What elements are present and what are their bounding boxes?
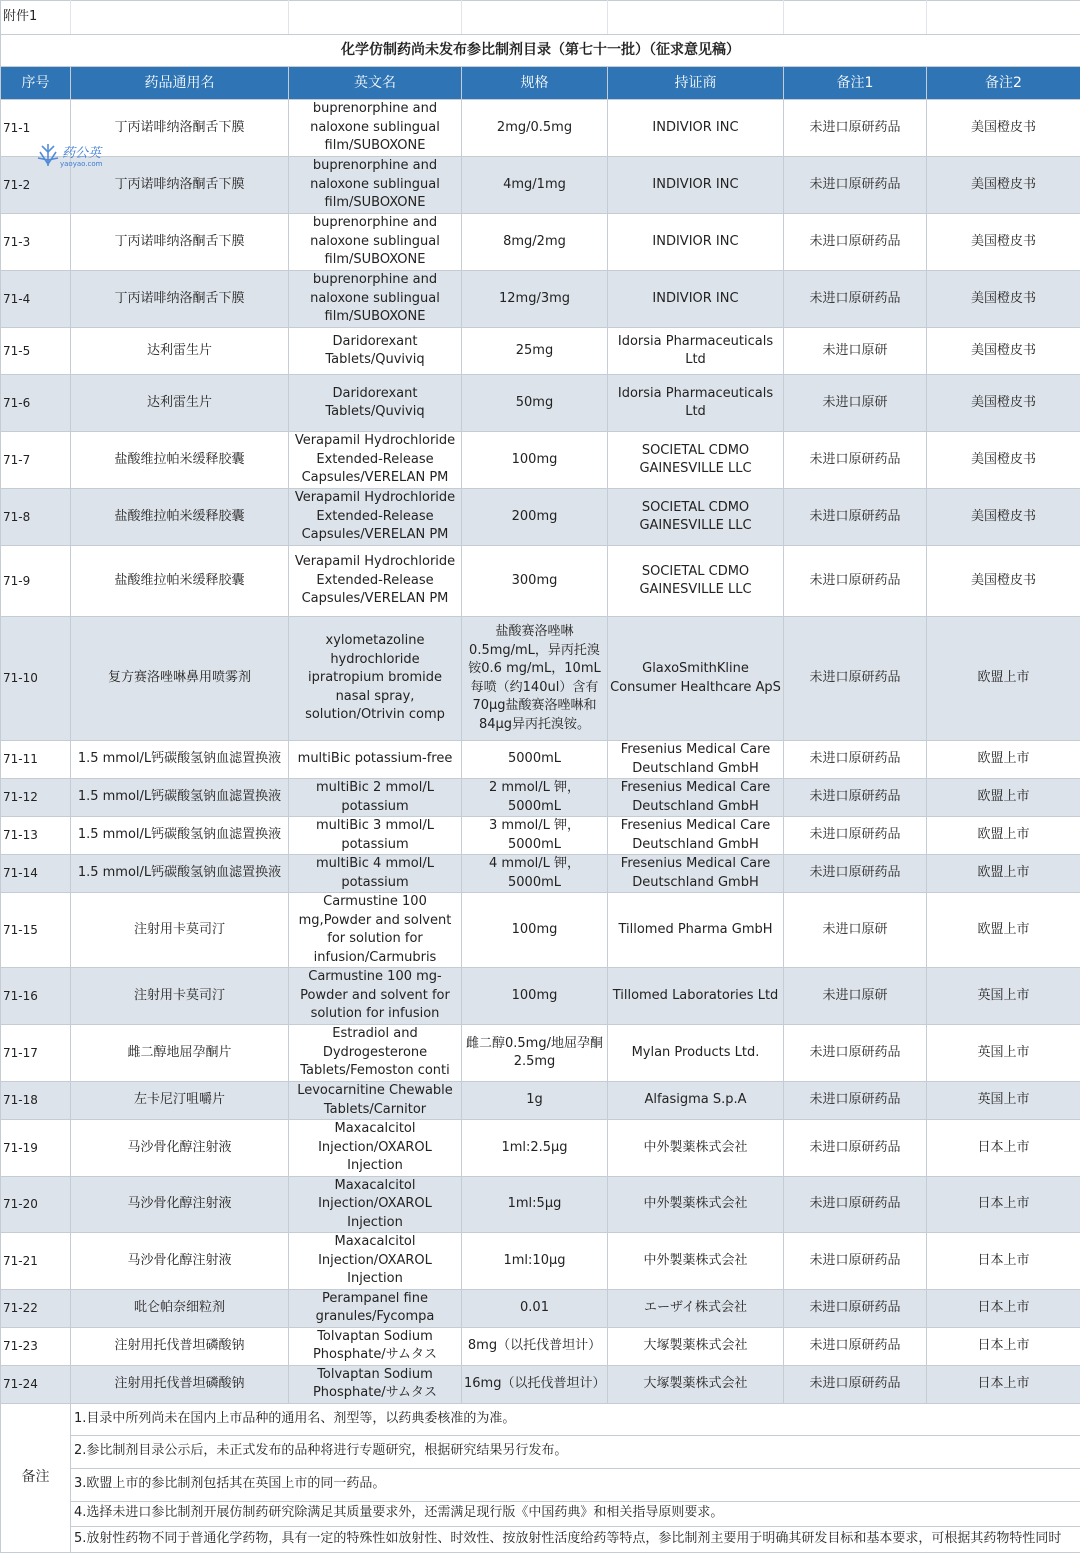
table-row (1, 100, 1080, 157)
row-generic-name: 丁丙诺啡纳洛酮舌下膜 (71, 157, 289, 214)
row-note1: 未进口原研 (784, 375, 927, 432)
row-no: 71-10 (1, 617, 71, 741)
row-generic-name: 丁丙诺啡纳洛酮舌下膜 (71, 100, 289, 157)
row-holder: INDIVIOR INC (608, 100, 784, 157)
row-generic-name: 马沙骨化醇注射液 (71, 1233, 289, 1290)
row-english-name: Daridorexant Tablets/Quviviq (289, 328, 462, 375)
row-spec: 1ml:10μg (462, 1233, 608, 1290)
row-note2: 美国橙皮书 (927, 489, 1080, 546)
row-note1: 未进口原研药品 (784, 271, 927, 328)
table-row (1, 214, 1080, 271)
row-note2: 美国橙皮书 (927, 375, 1080, 432)
row-english-name: buprenorphine and naloxone sublingual film/SUBOXONE (289, 271, 462, 328)
row-note1: 未进口原研药品 (784, 1327, 927, 1365)
header-row (1, 67, 1080, 100)
row-spec: 1ml:2.5μg (462, 1120, 608, 1177)
row-holder: SOCIETAL CDMO GAINESVILLE LLC (608, 489, 784, 546)
row-generic-name: 注射用卡莫司汀 (71, 893, 289, 968)
header-generic-name: 药品通用名 (71, 67, 289, 100)
row-spec: 50mg (462, 375, 608, 432)
row-no: 71-14 (1, 855, 71, 893)
row-english-name: multiBic potassium-free (289, 741, 462, 779)
row-spec: 300mg (462, 546, 608, 617)
watermark-site: yaoyao.com (60, 160, 102, 168)
row-no: 71-17 (1, 1025, 71, 1082)
row-spec: 100mg (462, 968, 608, 1025)
row-note2: 英国上市 (927, 1082, 1080, 1120)
row-no: 71-16 (1, 968, 71, 1025)
note-item: 2.参比制剂目录公示后，未正式发布的品种将进行专题研究，根据研究结果另行发布。 (71, 1435, 1080, 1468)
row-english-name: Maxacalcitol Injection/OXAROL Injection (289, 1176, 462, 1233)
row-note1: 未进口原研药品 (784, 817, 927, 855)
row-note2: 美国橙皮书 (927, 432, 1080, 489)
row-spec: 200mg (462, 489, 608, 546)
row-english-name: buprenorphine and naloxone sublingual film/SUBOXONE (289, 214, 462, 271)
table-row (1, 1025, 1080, 1082)
row-generic-name: 吡仑帕奈细粒剂 (71, 1289, 289, 1327)
row-no: 71-15 (1, 893, 71, 968)
row-note1: 未进口原研药品 (784, 617, 927, 741)
title-row (1, 35, 1080, 67)
row-note2: 欧盟上市 (927, 855, 1080, 893)
row-note2: 英国上市 (927, 968, 1080, 1025)
row-holder: Mylan Products Ltd. (608, 1025, 784, 1082)
row-note1: 未进口原研药品 (784, 100, 927, 157)
row-no: 71-7 (1, 432, 71, 489)
header-holder: 持证商 (608, 67, 784, 100)
row-generic-name: 注射用托伐普坦磷酸钠 (71, 1327, 289, 1365)
header-no: 序号 (1, 67, 71, 100)
row-generic-name: 盐酸维拉帕米缓释胶囊 (71, 432, 289, 489)
row-spec: 0.01 (462, 1289, 608, 1327)
row-no: 71-18 (1, 1082, 71, 1120)
row-generic-name: 1.5 mmol/L钙碳酸氢钠血滤置换液 (71, 817, 289, 855)
row-note2: 英国上市 (927, 1025, 1080, 1082)
table-row (1, 617, 1080, 741)
row-generic-name: 1.5 mmol/L钙碳酸氢钠血滤置换液 (71, 779, 289, 817)
row-note1: 未进口原研 (784, 968, 927, 1025)
row-note1: 未进口原研 (784, 328, 927, 375)
row-holder: Fresenius Medical Care Deutschland GmbH (608, 855, 784, 893)
row-note1: 未进口原研 (784, 893, 927, 968)
header-english-name: 英文名 (289, 67, 462, 100)
row-holder: Fresenius Medical Care Deutschland GmbH (608, 817, 784, 855)
row-generic-name: 1.5 mmol/L钙碳酸氢钠血滤置换液 (71, 741, 289, 779)
table-row (1, 375, 1080, 432)
header-spec: 规格 (462, 67, 608, 100)
row-note1: 未进口原研药品 (784, 157, 927, 214)
row-english-name: Tolvaptan Sodium Phosphate/サムタス (289, 1365, 462, 1403)
row-note1: 未进口原研药品 (784, 1176, 927, 1233)
row-english-name: multiBic 4 mmol/L potassium (289, 855, 462, 893)
notes-row (1, 1403, 1080, 1435)
row-spec: 1ml:5μg (462, 1176, 608, 1233)
row-generic-name: 注射用卡莫司汀 (71, 968, 289, 1025)
row-generic-name: 达利雷生片 (71, 375, 289, 432)
row-spec: 25mg (462, 328, 608, 375)
row-no: 71-6 (1, 375, 71, 432)
table-row (1, 1327, 1080, 1365)
row-spec: 5000mL (462, 741, 608, 779)
row-english-name: multiBic 3 mmol/L potassium (289, 817, 462, 855)
table-row (1, 271, 1080, 328)
table-row (1, 1120, 1080, 1177)
row-generic-name: 马沙骨化醇注射液 (71, 1120, 289, 1177)
row-holder: Idorsia Pharmaceuticals Ltd (608, 328, 784, 375)
row-english-name: Daridorexant Tablets/Quviviq (289, 375, 462, 432)
note-item: 1.目录中所列尚未在国内上市品种的通用名、剂型等，以药典委核准的为准。 (71, 1403, 1080, 1435)
table-row (1, 1176, 1080, 1233)
row-spec: 2 mmol/L 钾，5000mL (462, 779, 608, 817)
row-note1: 未进口原研药品 (784, 1025, 927, 1082)
row-no: 71-11 (1, 741, 71, 779)
row-note2: 日本上市 (927, 1120, 1080, 1177)
table-row (1, 741, 1080, 779)
row-no: 71-8 (1, 489, 71, 546)
row-note1: 未进口原研药品 (784, 1233, 927, 1290)
row-holder: エーザイ株式会社 (608, 1289, 784, 1327)
table-row (1, 1289, 1080, 1327)
row-note1: 未进口原研药品 (784, 1082, 927, 1120)
row-note1: 未进口原研药品 (784, 489, 927, 546)
row-generic-name: 1.5 mmol/L钙碳酸氢钠血滤置换液 (71, 855, 289, 893)
row-spec: 100mg (462, 893, 608, 968)
row-note1: 未进口原研药品 (784, 1365, 927, 1403)
table-row (1, 855, 1080, 893)
row-no: 71-23 (1, 1327, 71, 1365)
row-spec: 盐酸赛洛唑啉0.5mg/mL，异丙托溴铵0.6 mg/mL，10mL每喷（约140ul）含有70μg盐酸赛洛唑啉和84μg异丙托溴铵。 (462, 617, 608, 741)
row-spec: 1g (462, 1082, 608, 1120)
row-english-name: Carmustine 100 mg,Powder and solvent for solution for infusion/Carmubris (289, 893, 462, 968)
row-holder: 中外製薬株式会社 (608, 1120, 784, 1177)
row-no: 71-5 (1, 328, 71, 375)
row-note2: 欧盟上市 (927, 817, 1080, 855)
row-note2: 美国橙皮书 (927, 100, 1080, 157)
table-row (1, 1365, 1080, 1403)
row-holder: Fresenius Medical Care Deutschland GmbH (608, 741, 784, 779)
row-no: 71-20 (1, 1176, 71, 1233)
row-note1: 未进口原研药品 (784, 546, 927, 617)
note-item: 5.放射性药物不同于普通化学药物，具有一定的特殊性如放射性、时效性、按放射性活度给药等特点，参比制剂主要用于明确其研发目标和基本要求，可根据其药物特性同时 (71, 1526, 1080, 1552)
header-note2: 备注2 (927, 67, 1080, 100)
row-generic-name: 注射用托伐普坦磷酸钠 (71, 1365, 289, 1403)
row-english-name: Verapamil Hydrochloride Extended-Release Capsules/VERELAN PM (289, 546, 462, 617)
row-english-name: Maxacalcitol Injection/OXAROL Injection (289, 1233, 462, 1290)
row-spec: 100mg (462, 432, 608, 489)
row-holder: INDIVIOR INC (608, 157, 784, 214)
row-note2: 欧盟上市 (927, 893, 1080, 968)
row-english-name: Verapamil Hydrochloride Extended-Release Capsules/VERELAN PM (289, 489, 462, 546)
row-english-name: Maxacalcitol Injection/OXAROL Injection (289, 1120, 462, 1177)
row-holder: INDIVIOR INC (608, 271, 784, 328)
row-english-name: Tolvaptan Sodium Phosphate/サムタス (289, 1327, 462, 1365)
row-english-name: Estradiol and Dydrogesterone Tablets/Femoston conti (289, 1025, 462, 1082)
row-no: 71-4 (1, 271, 71, 328)
table-row (1, 432, 1080, 489)
notes-label: 备注 (1, 1403, 71, 1552)
watermark-name: 药公英 (62, 142, 101, 161)
header-note1: 备注1 (784, 67, 927, 100)
table-row (1, 779, 1080, 817)
row-generic-name: 马沙骨化醇注射液 (71, 1176, 289, 1233)
row-note2: 欧盟上市 (927, 741, 1080, 779)
row-holder: Tillomed Pharma GmbH (608, 893, 784, 968)
row-note2: 美国橙皮书 (927, 271, 1080, 328)
row-spec: 12mg/3mg (462, 271, 608, 328)
row-no: 71-22 (1, 1289, 71, 1327)
row-note1: 未进口原研药品 (784, 1289, 927, 1327)
table-row (1, 328, 1080, 375)
row-note2: 美国橙皮书 (927, 214, 1080, 271)
row-generic-name: 雌二醇地屈孕酮片 (71, 1025, 289, 1082)
row-no: 71-2 (1, 157, 71, 214)
table-row (1, 893, 1080, 968)
row-note2: 美国橙皮书 (927, 157, 1080, 214)
row-note2: 美国橙皮书 (927, 546, 1080, 617)
row-english-name: Levocarnitine Chewable Tablets/Carnitor (289, 1082, 462, 1120)
row-holder: 中外製薬株式会社 (608, 1176, 784, 1233)
row-note1: 未进口原研药品 (784, 432, 927, 489)
table-row (1, 1233, 1080, 1290)
row-note1: 未进口原研药品 (784, 741, 927, 779)
row-english-name: xylometazoline hydrochloride ipratropium bromide nasal spray, solution/Otrivin comp (289, 617, 462, 741)
row-no: 71-9 (1, 546, 71, 617)
notes-row (1, 1435, 1080, 1468)
row-generic-name: 达利雷生片 (71, 328, 289, 375)
row-english-name: buprenorphine and naloxone sublingual film/SUBOXONE (289, 157, 462, 214)
row-english-name: buprenorphine and naloxone sublingual film/SUBOXONE (289, 100, 462, 157)
row-generic-name: 丁丙诺啡纳洛酮舌下膜 (71, 214, 289, 271)
row-holder: Alfasigma S.p.A (608, 1082, 784, 1120)
row-spec: 3 mmol/L 钾，5000mL (462, 817, 608, 855)
row-no: 71-24 (1, 1365, 71, 1403)
row-note2: 日本上市 (927, 1289, 1080, 1327)
annex-row (1, 1, 1080, 35)
table-title: 化学仿制药尚未发布参比制剂目录（第七十一批）（征求意见稿） (1, 35, 1080, 67)
row-english-name: Perampanel fine granules/Fycompa (289, 1289, 462, 1327)
row-no: 71-1 (1, 100, 71, 157)
row-note2: 美国橙皮书 (927, 328, 1080, 375)
row-no: 71-19 (1, 1120, 71, 1177)
row-spec: 4mg/1mg (462, 157, 608, 214)
row-note2: 日本上市 (927, 1365, 1080, 1403)
row-generic-name: 左卡尼汀咀嚼片 (71, 1082, 289, 1120)
row-spec: 8mg（以托伐普坦计） (462, 1327, 608, 1365)
row-note1: 未进口原研药品 (784, 1120, 927, 1177)
row-english-name: Verapamil Hydrochloride Extended-Release Capsules/VERELAN PM (289, 432, 462, 489)
row-no: 71-3 (1, 214, 71, 271)
row-spec: 雌二醇0.5mg/地屈孕酮2.5mg (462, 1025, 608, 1082)
row-spec: 8mg/2mg (462, 214, 608, 271)
row-note1: 未进口原研药品 (784, 779, 927, 817)
note-item: 3.欧盟上市的参比制剂包括其在英国上市的同一药品。 (71, 1468, 1080, 1501)
row-holder: Tillomed Laboratories Ltd (608, 968, 784, 1025)
row-generic-name: 盐酸维拉帕米缓释胶囊 (71, 489, 289, 546)
row-holder: SOCIETAL CDMO GAINESVILLE LLC (608, 546, 784, 617)
row-holder: GlaxoSmithKline Consumer Healthcare ApS (608, 617, 784, 741)
table-row (1, 489, 1080, 546)
row-no: 71-13 (1, 817, 71, 855)
row-holder: SOCIETAL CDMO GAINESVILLE LLC (608, 432, 784, 489)
row-note1: 未进口原研药品 (784, 214, 927, 271)
row-holder: 大塚製薬株式会社 (608, 1365, 784, 1403)
notes-row (1, 1468, 1080, 1501)
row-spec: 16mg（以托伐普坦计） (462, 1365, 608, 1403)
table-row (1, 546, 1080, 617)
note-item: 4.选择未进口参比制剂开展仿制药研究除满足其质量要求外，还需满足现行版《中国药典》和相关指导原则要求。 (71, 1501, 1080, 1526)
notes-row (1, 1526, 1080, 1552)
row-no: 71-21 (1, 1233, 71, 1290)
row-note1: 未进口原研药品 (784, 855, 927, 893)
table-row (1, 1082, 1080, 1120)
notes-row (1, 1501, 1080, 1526)
row-holder: 中外製薬株式会社 (608, 1233, 784, 1290)
row-generic-name: 复方赛洛唑啉鼻用喷雾剂 (71, 617, 289, 741)
row-spec: 2mg/0.5mg (462, 100, 608, 157)
row-note2: 日本上市 (927, 1327, 1080, 1365)
annex-label: 附件1 (1, 1, 71, 35)
row-note2: 日本上市 (927, 1233, 1080, 1290)
row-spec: 4 mmol/L 钾，5000mL (462, 855, 608, 893)
row-note2: 欧盟上市 (927, 617, 1080, 741)
table-row (1, 817, 1080, 855)
row-generic-name: 丁丙诺啡纳洛酮舌下膜 (71, 271, 289, 328)
row-english-name: multiBic 2 mmol/L potassium (289, 779, 462, 817)
row-generic-name: 盐酸维拉帕米缓释胶囊 (71, 546, 289, 617)
row-english-name: Carmustine 100 mg-Powder and solvent for solution for infusion (289, 968, 462, 1025)
table-row (1, 157, 1080, 214)
row-holder: 大塚製薬株式会社 (608, 1327, 784, 1365)
row-holder: Idorsia Pharmaceuticals Ltd (608, 375, 784, 432)
table-row (1, 968, 1080, 1025)
row-note2: 欧盟上市 (927, 779, 1080, 817)
row-no: 71-12 (1, 779, 71, 817)
row-holder: Fresenius Medical Care Deutschland GmbH (608, 779, 784, 817)
row-holder: INDIVIOR INC (608, 214, 784, 271)
row-note2: 日本上市 (927, 1176, 1080, 1233)
